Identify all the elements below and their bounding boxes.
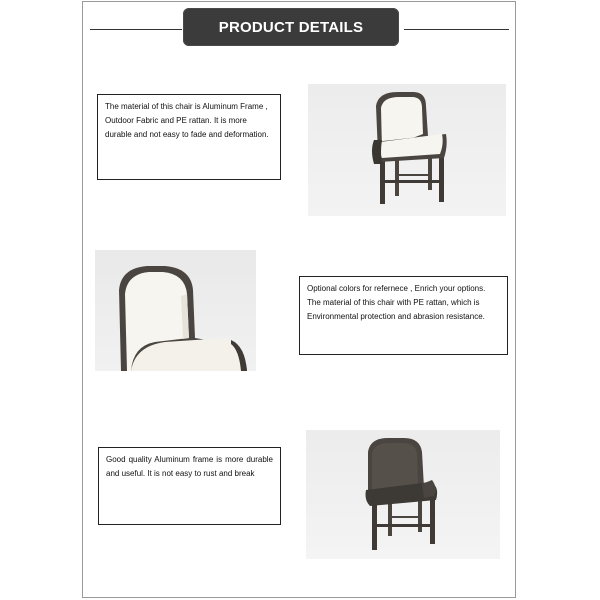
material-description-box [97, 94, 281, 180]
page-title: PRODUCT DETAILS [218, 18, 364, 36]
header-divider-right [404, 29, 509, 30]
chair-back-photo [306, 430, 500, 559]
frame-quality-text: Good quality Aluminum frame is more durable and useful. It is not easy to rust and break [106, 455, 273, 478]
color-options-text: Optional colors for refernece , Enrich your options. The material of this chair with PE rattan, which is Environmental protection and abrasion resistance. [307, 284, 486, 321]
title-badge [183, 8, 399, 46]
chair-color-detail-photo [95, 250, 256, 371]
header-divider-left [90, 29, 182, 30]
chair-front-photo [308, 84, 506, 216]
material-description-text: The material of this chair is Aluminum Frame , Outdoor Fabric and PE rattan. It is more durable and not easy to fade and deformation. [105, 102, 269, 139]
color-options-box [299, 276, 508, 355]
frame-quality-box [98, 447, 281, 525]
